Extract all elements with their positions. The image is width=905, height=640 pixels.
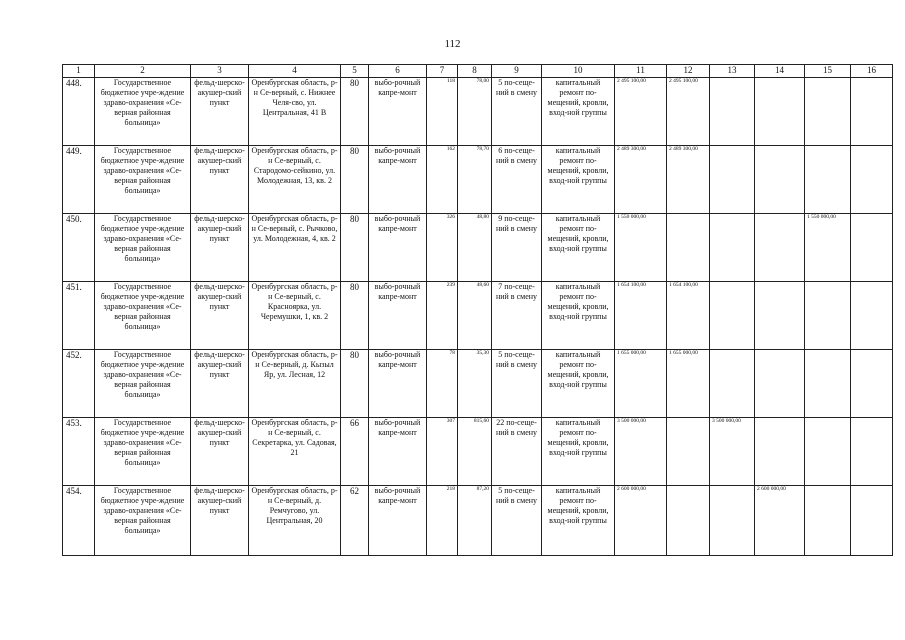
- table-body: [63, 78, 893, 556]
- cost-cell-15: [805, 486, 851, 556]
- column-header-13: 13: [710, 65, 755, 78]
- visits-cell: 6 по-сеще-ний в смену: [492, 146, 542, 214]
- cost-cell-16: [851, 214, 893, 282]
- cost-cell-13: [710, 486, 755, 556]
- column-header-5: 5: [341, 65, 369, 78]
- cost-cell-14: [755, 282, 805, 350]
- cost-cell-12: [667, 418, 710, 486]
- facility-type-cell: фельд-шерско-акушер-ский пункт: [191, 214, 249, 282]
- facility-type-cell: фельд-шерско-акушер-ский пункт: [191, 146, 249, 214]
- column-header-6: 6: [369, 65, 427, 78]
- column-header-1: 1: [63, 65, 95, 78]
- row-number: 451.: [63, 282, 95, 350]
- page-number: 112: [444, 38, 461, 50]
- organization-cell: Государственное бюджетное учре-ждение здраво-охранения «Се-верная районная больница»: [95, 146, 191, 214]
- works-cell: капитальный ремонт по-мещений, кровли, вход-ной группы: [542, 282, 615, 350]
- value-cell-7: 326: [427, 214, 458, 282]
- organization-cell: Государственное бюджетное учре-ждение здраво-охранения «Се-верная районная больница»: [95, 214, 191, 282]
- value-cell-7: 218: [427, 486, 458, 556]
- row-number: 452.: [63, 350, 95, 418]
- repair-type-cell: выбо-рочный капре-монт: [369, 486, 427, 556]
- cost-cell-14: [755, 146, 805, 214]
- repair-type-cell: выбо-рочный капре-монт: [369, 418, 427, 486]
- address-cell: Оренбургская область, р-н Се-верный, д. Кызыл Яр, ул. Лесная, 12: [249, 350, 341, 418]
- cost-cell-16: [851, 78, 893, 146]
- value-cell-7: 307: [427, 418, 458, 486]
- works-cell: капитальный ремонт по-мещений, кровли, вход-ной группы: [542, 486, 615, 556]
- facility-type-cell: фельд-шерско-акушер-ский пункт: [191, 350, 249, 418]
- column-header-16: 16: [851, 65, 893, 78]
- cost-cell-12: 2 495 100,00: [667, 78, 710, 146]
- table-row: [63, 146, 893, 214]
- cost-cell-16: [851, 146, 893, 214]
- cost-cell-16: [851, 350, 893, 418]
- cost-cell-14: [755, 78, 805, 146]
- cost-cell-13: [710, 350, 755, 418]
- table-row: [63, 78, 893, 146]
- row-number: 450.: [63, 214, 95, 282]
- table-row: [63, 282, 893, 350]
- column-header-9: 9: [492, 65, 542, 78]
- row-number: 453.: [63, 418, 95, 486]
- cost-cell-14: [755, 418, 805, 486]
- cost-cell-12: [667, 486, 710, 556]
- column-header-15: 15: [805, 65, 851, 78]
- organization-cell: Государственное бюджетное учре-ждение здраво-охранения «Се-верная районная больница»: [95, 282, 191, 350]
- row-number: 449.: [63, 146, 95, 214]
- organization-cell: Государственное бюджетное учре-ждение здраво-охранения «Се-верная районная больница»: [95, 350, 191, 418]
- address-cell: Оренбургская область, р-н Се-верный, д. Ремчугово, ул. Центральная, 20: [249, 486, 341, 556]
- facility-type-cell: фельд-шерско-акушер-ский пункт: [191, 78, 249, 146]
- area-cell: 48,80: [458, 214, 492, 282]
- capacity-cell: 80: [341, 146, 369, 214]
- repair-type-cell: выбо-рочный капре-монт: [369, 78, 427, 146]
- area-cell: 48,60: [458, 282, 492, 350]
- organization-cell: Государственное бюджетное учре-ждение здраво-охранения «Се-верная районная больница»: [95, 486, 191, 556]
- area-cell: 87,20: [458, 486, 492, 556]
- works-cell: капитальный ремонт по-мещений, кровли, вход-ной группы: [542, 146, 615, 214]
- works-cell: капитальный ремонт по-мещений, кровли, вход-ной группы: [542, 350, 615, 418]
- table-row: [63, 214, 893, 282]
- table-row: [63, 418, 893, 486]
- address-cell: Оренбургская область, р-н Се-верный, с. Стародомо-сейкино, ул. Молодежная, 13, кв. 2: [249, 146, 341, 214]
- address-cell: Оренбургская область, р-н Се-верный, с. Рычково, ул. Молодежная, 4, кв. 2: [249, 214, 341, 282]
- cost-cell-15: [805, 350, 851, 418]
- column-header-10: 10: [542, 65, 615, 78]
- total-cost-cell: 1 654 100,00: [615, 282, 667, 350]
- cost-cell-13: [710, 146, 755, 214]
- works-cell: капитальный ремонт по-мещений, кровли, вход-ной группы: [542, 418, 615, 486]
- total-cost-cell: 1 550 000,00: [615, 214, 667, 282]
- column-header-7: 7: [427, 65, 458, 78]
- facility-type-cell: фельд-шерско-акушер-ский пункт: [191, 418, 249, 486]
- total-cost-cell: 2 495 100,00: [615, 78, 667, 146]
- area-cell: 35,30: [458, 350, 492, 418]
- cost-cell-15: [805, 418, 851, 486]
- visits-cell: 22 по-сеще-ний в смену: [492, 418, 542, 486]
- repair-type-cell: выбо-рочный капре-монт: [369, 214, 427, 282]
- visits-cell: 5 по-сеще-ний в смену: [492, 78, 542, 146]
- address-cell: Оренбургская область, р-н Се-верный, с. Красноярка, ул. Черемушки, 1, кв. 2: [249, 282, 341, 350]
- facility-type-cell: фельд-шерско-акушер-ский пункт: [191, 282, 249, 350]
- organization-cell: Государственное бюджетное учре-ждение здраво-охранения «Се-верная районная больница»: [95, 418, 191, 486]
- repair-type-cell: выбо-рочный капре-монт: [369, 282, 427, 350]
- column-header-2: 2: [95, 65, 191, 78]
- capacity-cell: 80: [341, 350, 369, 418]
- repair-type-cell: выбо-рочный капре-монт: [369, 146, 427, 214]
- cost-cell-14: [755, 214, 805, 282]
- value-cell-7: 78: [427, 350, 458, 418]
- cost-cell-15: [805, 78, 851, 146]
- cost-cell-16: [851, 418, 893, 486]
- cost-cell-12: 2 489 300,00: [667, 146, 710, 214]
- column-header-4: 4: [249, 65, 341, 78]
- value-cell-7: 118: [427, 78, 458, 146]
- visits-cell: 5 по-сеще-ний в смену: [492, 350, 542, 418]
- cost-cell-13: [710, 282, 755, 350]
- total-cost-cell: 1 655 000,00: [615, 350, 667, 418]
- row-number: 454.: [63, 486, 95, 556]
- cost-cell-12: 1 654 100,00: [667, 282, 710, 350]
- capacity-cell: 80: [341, 282, 369, 350]
- cost-cell-15: 1 550 000,00: [805, 214, 851, 282]
- area-cell: 78,70: [458, 146, 492, 214]
- column-numbers-row: [63, 65, 893, 78]
- facility-type-cell: фельд-шерско-акушер-ский пункт: [191, 486, 249, 556]
- cost-cell-16: [851, 282, 893, 350]
- cost-cell-14: [755, 350, 805, 418]
- column-header-12: 12: [667, 65, 710, 78]
- value-cell-7: 239: [427, 282, 458, 350]
- cost-cell-12: [667, 214, 710, 282]
- facility-table: [62, 64, 893, 556]
- row-number: 448.: [63, 78, 95, 146]
- cost-cell-12: 1 655 000,00: [667, 350, 710, 418]
- organization-cell: Государственное бюджетное учре-ждение здраво-охранения «Се-верная районная больница»: [95, 78, 191, 146]
- visits-cell: 5 по-сеще-ний в смену: [492, 486, 542, 556]
- table-row: [63, 350, 893, 418]
- cost-cell-16: [851, 486, 893, 556]
- area-cell: 815,60: [458, 418, 492, 486]
- capacity-cell: 80: [341, 78, 369, 146]
- works-cell: капитальный ремонт по-мещений, кровли, вход-ной группы: [542, 78, 615, 146]
- column-header-14: 14: [755, 65, 805, 78]
- cost-cell-14: 2 600 000,00: [755, 486, 805, 556]
- visits-cell: 9 по-сеще-ний в смену: [492, 214, 542, 282]
- address-cell: Оренбургская область, р-н Се-верный, с. Нижнее Челя-сво, ул. Центральная, 41 В: [249, 78, 341, 146]
- address-cell: Оренбургская область, р-н Се-верный, с. Секретарка, ул. Садовая, 21: [249, 418, 341, 486]
- column-header-11: 11: [615, 65, 667, 78]
- total-cost-cell: 3 500 000,00: [615, 418, 667, 486]
- value-cell-7: 162: [427, 146, 458, 214]
- table-row: [63, 486, 893, 556]
- total-cost-cell: 2 489 300,00: [615, 146, 667, 214]
- works-cell: капитальный ремонт по-мещений, кровли, вход-ной группы: [542, 214, 615, 282]
- capacity-cell: 62: [341, 486, 369, 556]
- total-cost-cell: 2 600 000,00: [615, 486, 667, 556]
- visits-cell: 7 по-сеще-ний в смену: [492, 282, 542, 350]
- cost-cell-15: [805, 282, 851, 350]
- cost-cell-13: [710, 78, 755, 146]
- column-header-8: 8: [458, 65, 492, 78]
- capacity-cell: 66: [341, 418, 369, 486]
- column-header-3: 3: [191, 65, 249, 78]
- cost-cell-13: [710, 214, 755, 282]
- capacity-cell: 80: [341, 214, 369, 282]
- area-cell: 78,00: [458, 78, 492, 146]
- repair-type-cell: выбо-рочный капре-монт: [369, 350, 427, 418]
- cost-cell-13: 3 500 000,00: [710, 418, 755, 486]
- cost-cell-15: [805, 146, 851, 214]
